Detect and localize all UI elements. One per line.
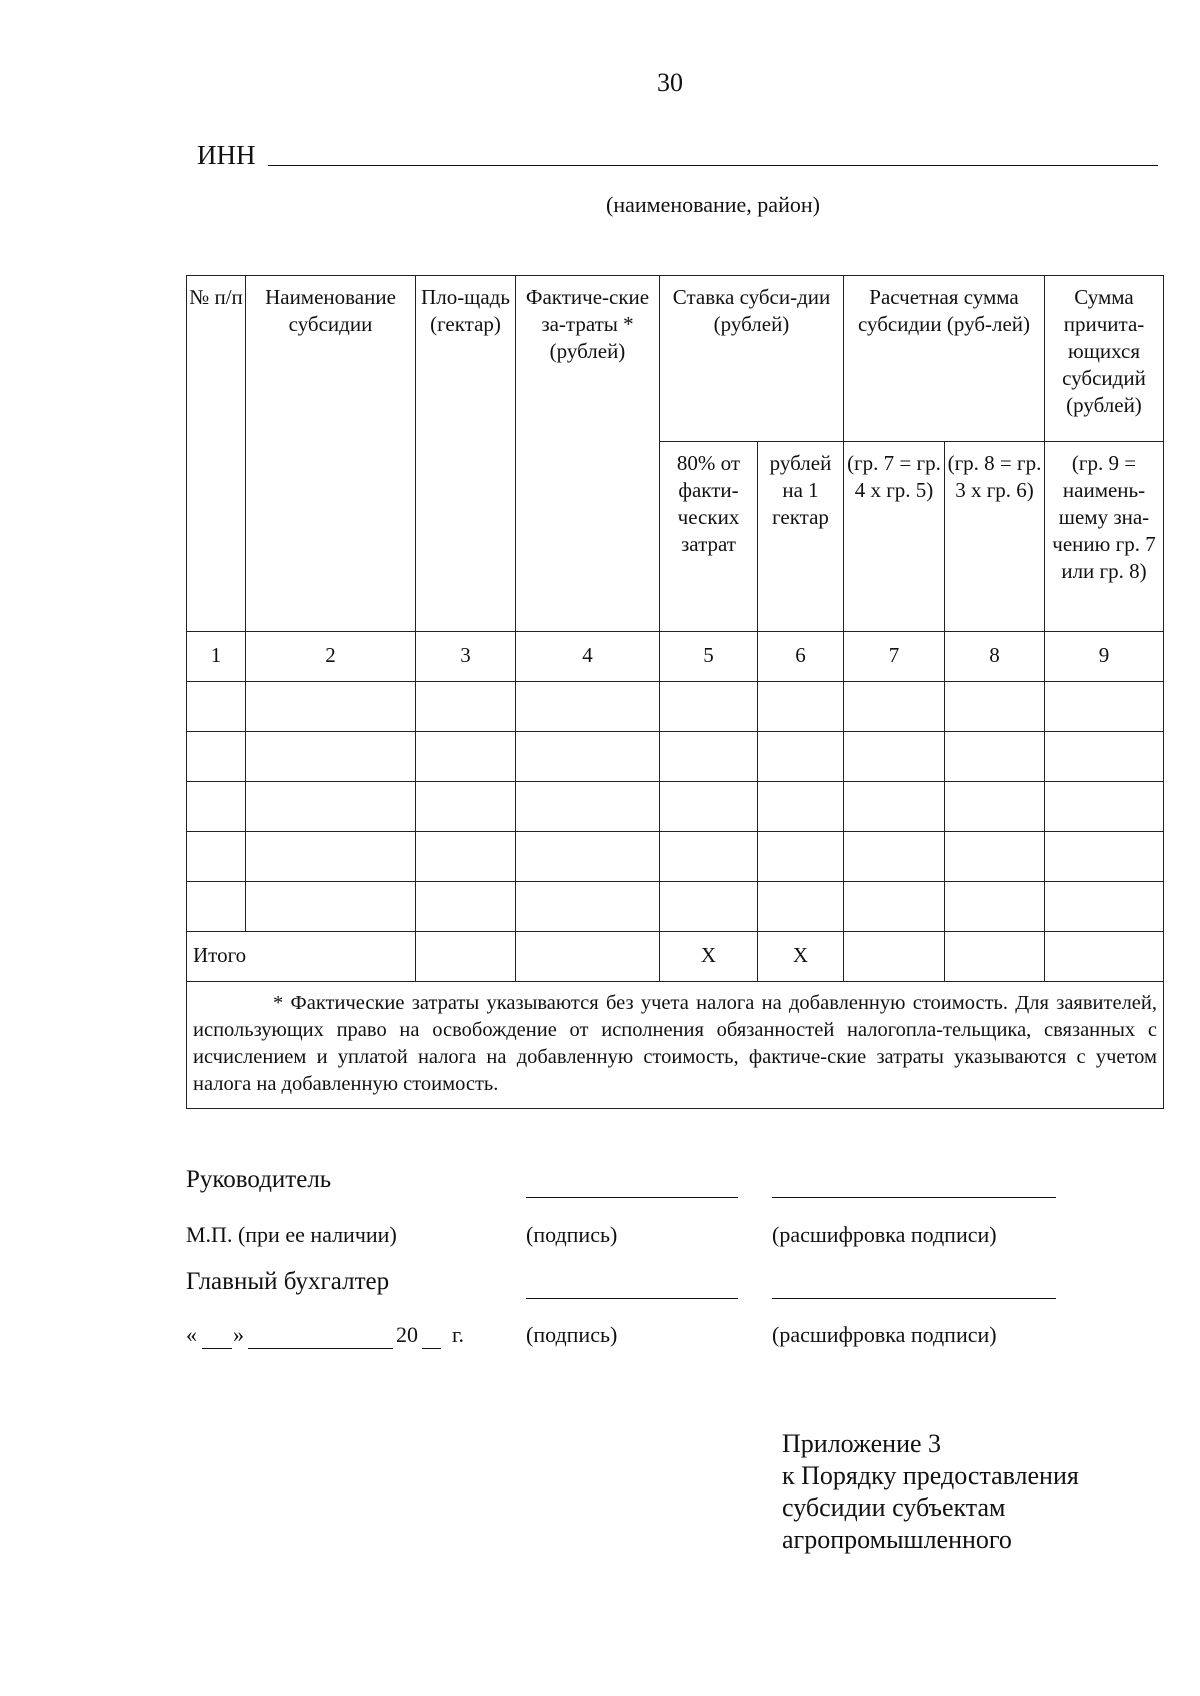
- table-cell[interactable]: [660, 732, 758, 782]
- subsidy-table: [186, 275, 1164, 1109]
- total-cell[interactable]: [516, 932, 660, 982]
- column-number: 7: [844, 632, 945, 682]
- inn-caption: (наименование, район): [606, 192, 820, 217]
- table-cell[interactable]: [187, 682, 246, 732]
- column-number: 1: [187, 632, 246, 682]
- table-cell[interactable]: [844, 782, 945, 832]
- subheader-gr8: (гр. 8 = гр. 3 х гр. 6): [945, 442, 1045, 632]
- inn-label: ИНН: [197, 140, 256, 170]
- column-number: 3: [416, 632, 516, 682]
- table-cell[interactable]: [660, 832, 758, 882]
- total-col6-mark: Х: [758, 932, 844, 982]
- decoding-caption: (расшифровка подписи): [772, 1222, 997, 1247]
- table-cell[interactable]: [660, 682, 758, 732]
- date-day-line[interactable]: [202, 1348, 232, 1349]
- column-number: 6: [758, 632, 844, 682]
- column-number: 2: [246, 632, 416, 682]
- appendix-line: субсидии субъектам: [782, 1493, 1006, 1522]
- header-due-sum: Сумма причита-ющихся субсидий (рублей): [1045, 276, 1164, 442]
- header-calculated-sum: Расчетная сумма субсидии (руб-лей): [844, 276, 1045, 442]
- table-cell[interactable]: [246, 732, 416, 782]
- table-cell[interactable]: [844, 882, 945, 932]
- table-cell[interactable]: [1045, 832, 1164, 882]
- decoding-caption: (расшифровка подписи): [772, 1322, 997, 1347]
- total-cell[interactable]: [844, 932, 945, 982]
- table-cell[interactable]: [844, 682, 945, 732]
- table-cell[interactable]: [660, 882, 758, 932]
- table-cell[interactable]: [660, 782, 758, 832]
- table-cell[interactable]: [758, 682, 844, 732]
- footnote-cell: [187, 982, 1164, 1109]
- table-cell[interactable]: [844, 732, 945, 782]
- table-cell[interactable]: [758, 782, 844, 832]
- table-cell[interactable]: [516, 832, 660, 882]
- table-cell[interactable]: [945, 782, 1045, 832]
- total-cell[interactable]: [945, 932, 1045, 982]
- header-no: № п/п: [187, 276, 246, 632]
- subheader-gr9: (гр. 9 = наимень-шему зна-чению гр. 7 или гр. 8): [1045, 442, 1164, 632]
- total-cell[interactable]: [416, 932, 516, 982]
- column-number: 9: [1045, 632, 1164, 682]
- table-cell[interactable]: [516, 682, 660, 732]
- header-subsidy-name: Наименование субсидии: [246, 276, 416, 632]
- table-cell[interactable]: [187, 732, 246, 782]
- table-cell[interactable]: [516, 882, 660, 932]
- total-row: [187, 932, 1164, 982]
- table-cell[interactable]: [758, 732, 844, 782]
- head-label: Руководитель: [186, 1166, 332, 1193]
- table-cell[interactable]: [416, 732, 516, 782]
- table-cell[interactable]: [187, 832, 246, 882]
- date-year-prefix: 20: [396, 1322, 418, 1347]
- date-month-line[interactable]: [248, 1348, 393, 1349]
- appendix-line: агропромышленного: [782, 1525, 1012, 1554]
- accountant-decoding-line[interactable]: [772, 1298, 1056, 1299]
- column-number-row: [187, 632, 1164, 682]
- head-signature-line[interactable]: [526, 1197, 738, 1198]
- table-cell[interactable]: [416, 832, 516, 882]
- chief-accountant-label: Главный бухгалтер: [186, 1268, 390, 1295]
- table-cell[interactable]: [945, 732, 1045, 782]
- appendix-line: к Порядку предоставления: [782, 1461, 1079, 1490]
- table-cell[interactable]: [945, 832, 1045, 882]
- table-cell[interactable]: [416, 882, 516, 932]
- table-cell[interactable]: [516, 782, 660, 832]
- seal-label: М.П. (при ее наличии): [186, 1222, 397, 1247]
- date-year-suffix: г.: [452, 1322, 465, 1347]
- total-cell[interactable]: [1045, 932, 1164, 982]
- table-row: [187, 832, 1164, 882]
- header-subsidy-rate: Ставка субси-дии (рублей): [660, 276, 844, 442]
- appendix-heading: [782, 1428, 1079, 1556]
- table-row: [187, 882, 1164, 932]
- page-number: 30: [657, 68, 683, 97]
- column-number: 8: [945, 632, 1045, 682]
- table-cell[interactable]: [844, 832, 945, 882]
- accountant-signature-line[interactable]: [526, 1298, 738, 1299]
- column-number: 5: [660, 632, 758, 682]
- table-cell[interactable]: [246, 882, 416, 932]
- subheader-80pct: 80% от факти-ческих затрат: [660, 442, 758, 632]
- date-year-line[interactable]: [422, 1348, 441, 1349]
- table-row: [187, 682, 1164, 732]
- table-cell[interactable]: [945, 682, 1045, 732]
- table-cell[interactable]: [187, 882, 246, 932]
- head-decoding-line[interactable]: [772, 1197, 1056, 1198]
- subheader-gr7: (гр. 7 = гр. 4 х гр. 5): [844, 442, 945, 632]
- header-actual-costs: Фактиче-ские за-траты * (рублей): [516, 276, 660, 632]
- table-cell[interactable]: [516, 732, 660, 782]
- table-cell[interactable]: [1045, 882, 1164, 932]
- column-number: 4: [516, 632, 660, 682]
- header-area: Пло-щадь (гектар): [416, 276, 516, 632]
- table-cell[interactable]: [416, 782, 516, 832]
- table-cell[interactable]: [416, 682, 516, 732]
- table-cell[interactable]: [246, 832, 416, 882]
- inn-input-line[interactable]: [268, 165, 1158, 166]
- table-cell[interactable]: [1045, 782, 1164, 832]
- appendix-line: Приложение 3: [782, 1429, 942, 1458]
- table-cell[interactable]: [1045, 682, 1164, 732]
- table-cell[interactable]: [246, 782, 416, 832]
- table-cell[interactable]: [246, 682, 416, 732]
- table-cell[interactable]: [945, 882, 1045, 932]
- footnote-text: * Фактические затраты указываются без учета налога на добавленную стоимость. Для заявителей, использующих право на освобождение от исполнения обязанностей налогопла-тельщика, связанных с исчислением и уплатой налога на добавленную стоимость, фактиче-ские затраты указываются с учетом налога на добавленную стоимость.: [193, 992, 1157, 1095]
- table-cell[interactable]: [187, 782, 246, 832]
- signature-caption: (подпись): [526, 1222, 618, 1247]
- table-cell[interactable]: [758, 832, 844, 882]
- total-label: Итого: [187, 932, 416, 982]
- subheader-per-hectare: рублей на 1 гектар: [758, 442, 844, 632]
- date-quote-close: »: [233, 1322, 244, 1347]
- date-quote-open: «: [186, 1322, 197, 1347]
- total-col5-mark: Х: [660, 932, 758, 982]
- signature-caption: (подпись): [526, 1322, 618, 1347]
- table-cell[interactable]: [1045, 732, 1164, 782]
- table-cell[interactable]: [758, 882, 844, 932]
- table-row: [187, 732, 1164, 782]
- table-row: [187, 782, 1164, 832]
